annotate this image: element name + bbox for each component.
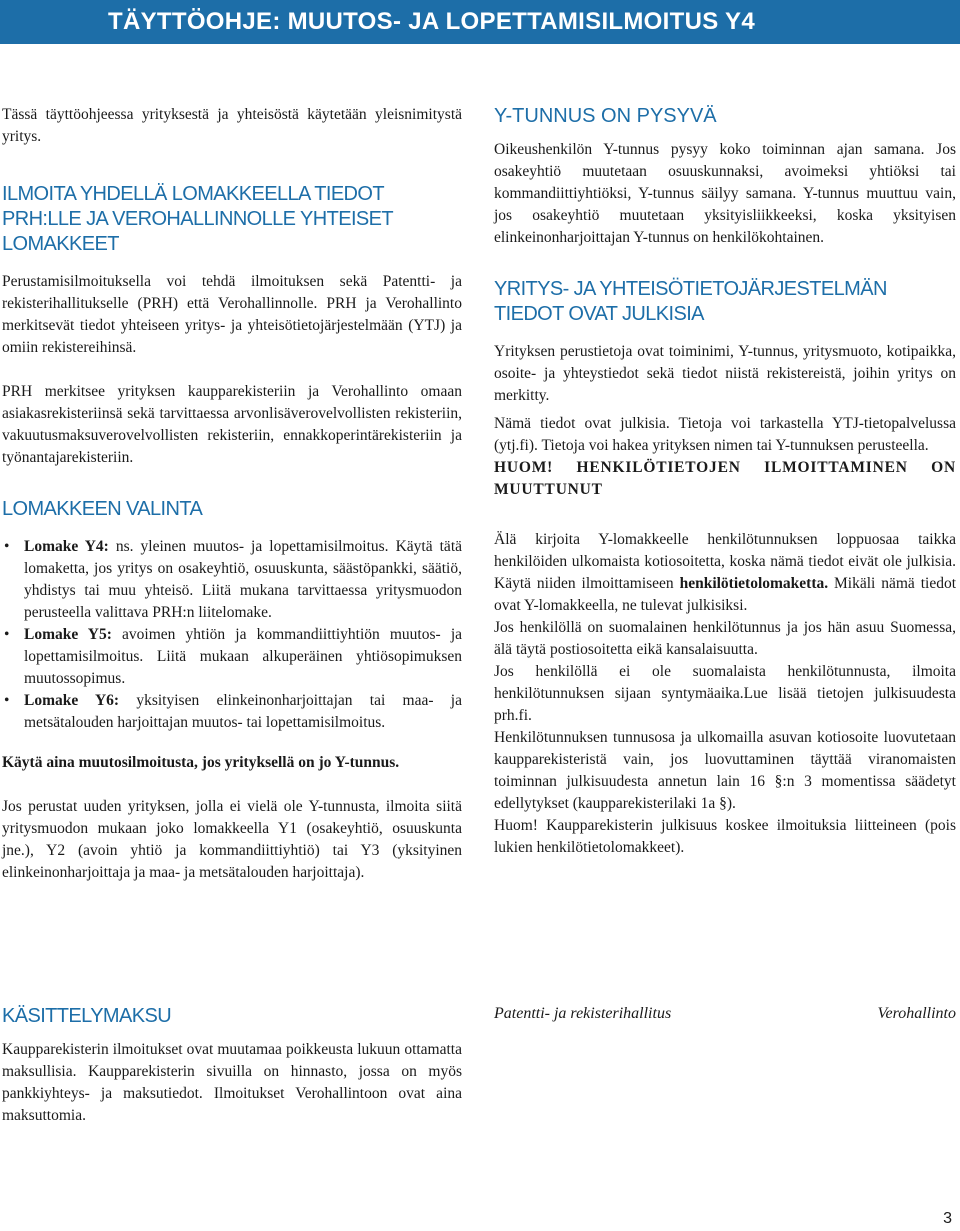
intro-text: Tässä täyttöohjeessa yrityksestä ja yhteisöstä käytetään yleisnimitystä yritys. <box>2 106 462 145</box>
section-paragraph: Yrityksen perustietoja ovat toiminimi, Y-tunnus, yritysmuoto, kotipaikka, osoite- ja yhteystiedot sekä tiedot niistä rekistereistä, joihin yritys on merkitty. <box>494 343 956 404</box>
bullet-icon: • <box>4 692 10 709</box>
list-item <box>2 690 462 734</box>
section-paragraph: Huom! Kaupparekisterin julkisuus koskee ilmoituksia liitteineen (pois lukien henkilötietolomakkeet). <box>494 817 956 856</box>
bullet-icon: • <box>4 626 10 643</box>
org-verohallinto: Verohallinto <box>877 1005 956 1022</box>
list-item-label: Lomake Y4: <box>24 538 109 555</box>
list-item-text: yksityisen elinkeinonharjoittajan tai maa- ja metsätalouden harjoittajan muutos- tai lopettamisilmoitus. <box>24 692 462 731</box>
section-heading-ytj: YRITYS- JA YHTEISÖTIETOJÄRJESTELMÄN TIEDOT OVAT JULKISIA <box>494 278 887 325</box>
section-paragraph: Nämä tiedot ovat julkisia. Tietoja voi tarkastella YTJ-tietopalvelussa (ytj.fi). Tietoja voi hakea yrityksen nimen tai Y-tunnuksen perusteella. <box>494 415 956 454</box>
section-heading-y-tunnus: Y-TUNNUS ON PYSYVÄ <box>494 105 717 127</box>
section-paragraph: Perustamisilmoituksella voi tehdä ilmoituksen sekä Patentti- ja rekisterihallitukselle (PRH) että Verohallinnolle. PRH ja Verohallinto merkitsevät tiedot yhteiseen yritys- ja yhteisötietojärjestelmään (YTJ) ja omiin rekistereihinsä. <box>2 273 462 356</box>
text-run: Mikäli nämä tiedot ovat Y-lomakkeella, ne tulevat julkisiksi. <box>494 575 956 614</box>
bullet-icon: • <box>4 538 10 555</box>
kasittelymaksu-section <box>2 1004 462 1127</box>
section-paragraph <box>494 529 956 617</box>
section-paragraph: Henkilötunnuksen tunnusosa ja ulkomailla asuvan kotiosoite luovutetaan kaupparekisteristä vain, jos luovuttaminen täyttää viranomaisten toiminnan julkisuudesta annetun lain 16 §:n 3 momentissa säädetyt edellytykset (kaupparekisterilaki 1a §). <box>494 729 956 812</box>
section-heading-lomakkeen-valinta: LOMAKKEEN VALINTA <box>2 498 203 520</box>
right-column <box>494 104 956 859</box>
huom-heading: HUOM! HENKILÖTIETOJEN ILMOITTAMINEN ON MUUTTUNUT <box>494 459 956 498</box>
org-prh: Patentti- ja rekisterihallitus <box>494 1005 672 1022</box>
section-paragraph: Jos henkilöllä on suomalainen henkilötunnus ja jos hän asuu Suomessa, älä täytä postiosoitetta eikä kansalaisuutta. <box>494 619 956 658</box>
link-henkilotietolomake: henkilötietolomaketta. <box>679 575 829 592</box>
list-item-text: avoimen yhtiön ja kommandiittiyhtiön muutos- ja lopettamisilmoitus. Liitä mukaan alkuperäinen yhtiösopimuksen muutossopimus. <box>24 626 462 687</box>
left-column <box>2 104 462 884</box>
section-heading-kasittelymaksu: KÄSITTELYMAKSU <box>2 1005 172 1027</box>
page-number: 3 <box>943 1210 952 1227</box>
form-list <box>2 536 462 734</box>
list-item-label: Lomake Y6: <box>24 692 120 709</box>
section-paragraph: PRH merkitsee yrityksen kaupparekisteriin ja Verohallinto omaan asiakasrekisteriinsä sekä tarvittaessa arvonlisäverovelvollisten rekisteriin, vakuutusmaksuverovelvollisten rekisteriin, ennakkoperintärekisteriin ja työnantajarekisteriin. <box>2 383 462 466</box>
list-item-text: ns. yleinen muutos- ja lopettamisilmoitus. Käytä tätä lomaketta, jos yritys on osakeyhtiö, osuuskunta, säästöpankki, säätiö, yhdistys tai muu yhteisö. Liitä mukana tarvittaessa yritysmuodon perusteella valittava PRH:n liitelomake. <box>24 538 463 621</box>
list-item-label: Lomake Y5: <box>24 626 112 643</box>
text-run: Älä kirjoita Y-lomakkeelle henkilötunnuksen loppuosaa taikka henkilöiden ulkomaista kotiosoitetta, koska nämä tiedot eivät ole julkisia. Käytä niiden ilmoittamiseen <box>494 531 956 592</box>
section-paragraph: Jos perustat uuden yrityksen, jolla ei vielä ole Y-tunnusta, ilmoita siitä yritysmuodon mukaan joko lomakkeella Y1 (osakeyhtiö, osuuskunta jne.), Y2 (avoin yhtiö ja kommandiittiyhtiö) tai Y3 (yksityinen elinkeinonharjoittaja ja maa- ja metsätalouden harjoittaja). <box>2 798 462 881</box>
section-paragraph: Jos henkilöllä ei ole suomalaista henkilötunnusta, ilmoita henkilötunnuksen sijaan syntymäaika.Lue lisää tietojen julkisuudesta prh.fi. <box>494 663 956 724</box>
list-item <box>2 624 462 690</box>
title-banner <box>0 0 960 44</box>
section-paragraph: Kaupparekisterin ilmoitukset ovat muutamaa poikkeusta lukuun ottamatta maksullisia. Kaupparekisterin sivuilla on hinnasto, jossa on myös pankkiyhteys- ja maksutiedot. Ilmoitukset Verohallintoon ovat aina maksuttomia. <box>2 1041 462 1124</box>
note-bold: Käytä aina muutosilmoitusta, jos yrityksellä on jo Y-tunnus. <box>2 754 400 771</box>
page-title: TÄYTTÖOHJE: MUUTOS- JA LOPETTAMISILMOITUS Y4 <box>108 8 756 35</box>
section-heading-yhteiset-lomakkeet: ILMOITA YHDELLÄ LOMAKKEELLA TIEDOT PRH:LLE JA VEROHALLINNOLLE YHTEISET LOMAKKEET <box>2 183 393 255</box>
section-paragraph: Oikeushenkilön Y-tunnus pysyy koko toiminnan ajan samana. Jos osakeyhtiö muutetaan osuuskunnaksi, avoimeksi yhtiöksi tai kommandiittiyhtiöksi, Y-tunnus säilyy samana. Y-tunnus muuttuu vain, jos osakeyhtiö muutetaan yksityisliikkeeksi, koska yksityisen elinkeinonharjoittajan Y-tunnus on henkilökohtainen. <box>494 141 956 246</box>
list-item <box>2 536 462 624</box>
footer-organizations <box>494 1005 956 1023</box>
